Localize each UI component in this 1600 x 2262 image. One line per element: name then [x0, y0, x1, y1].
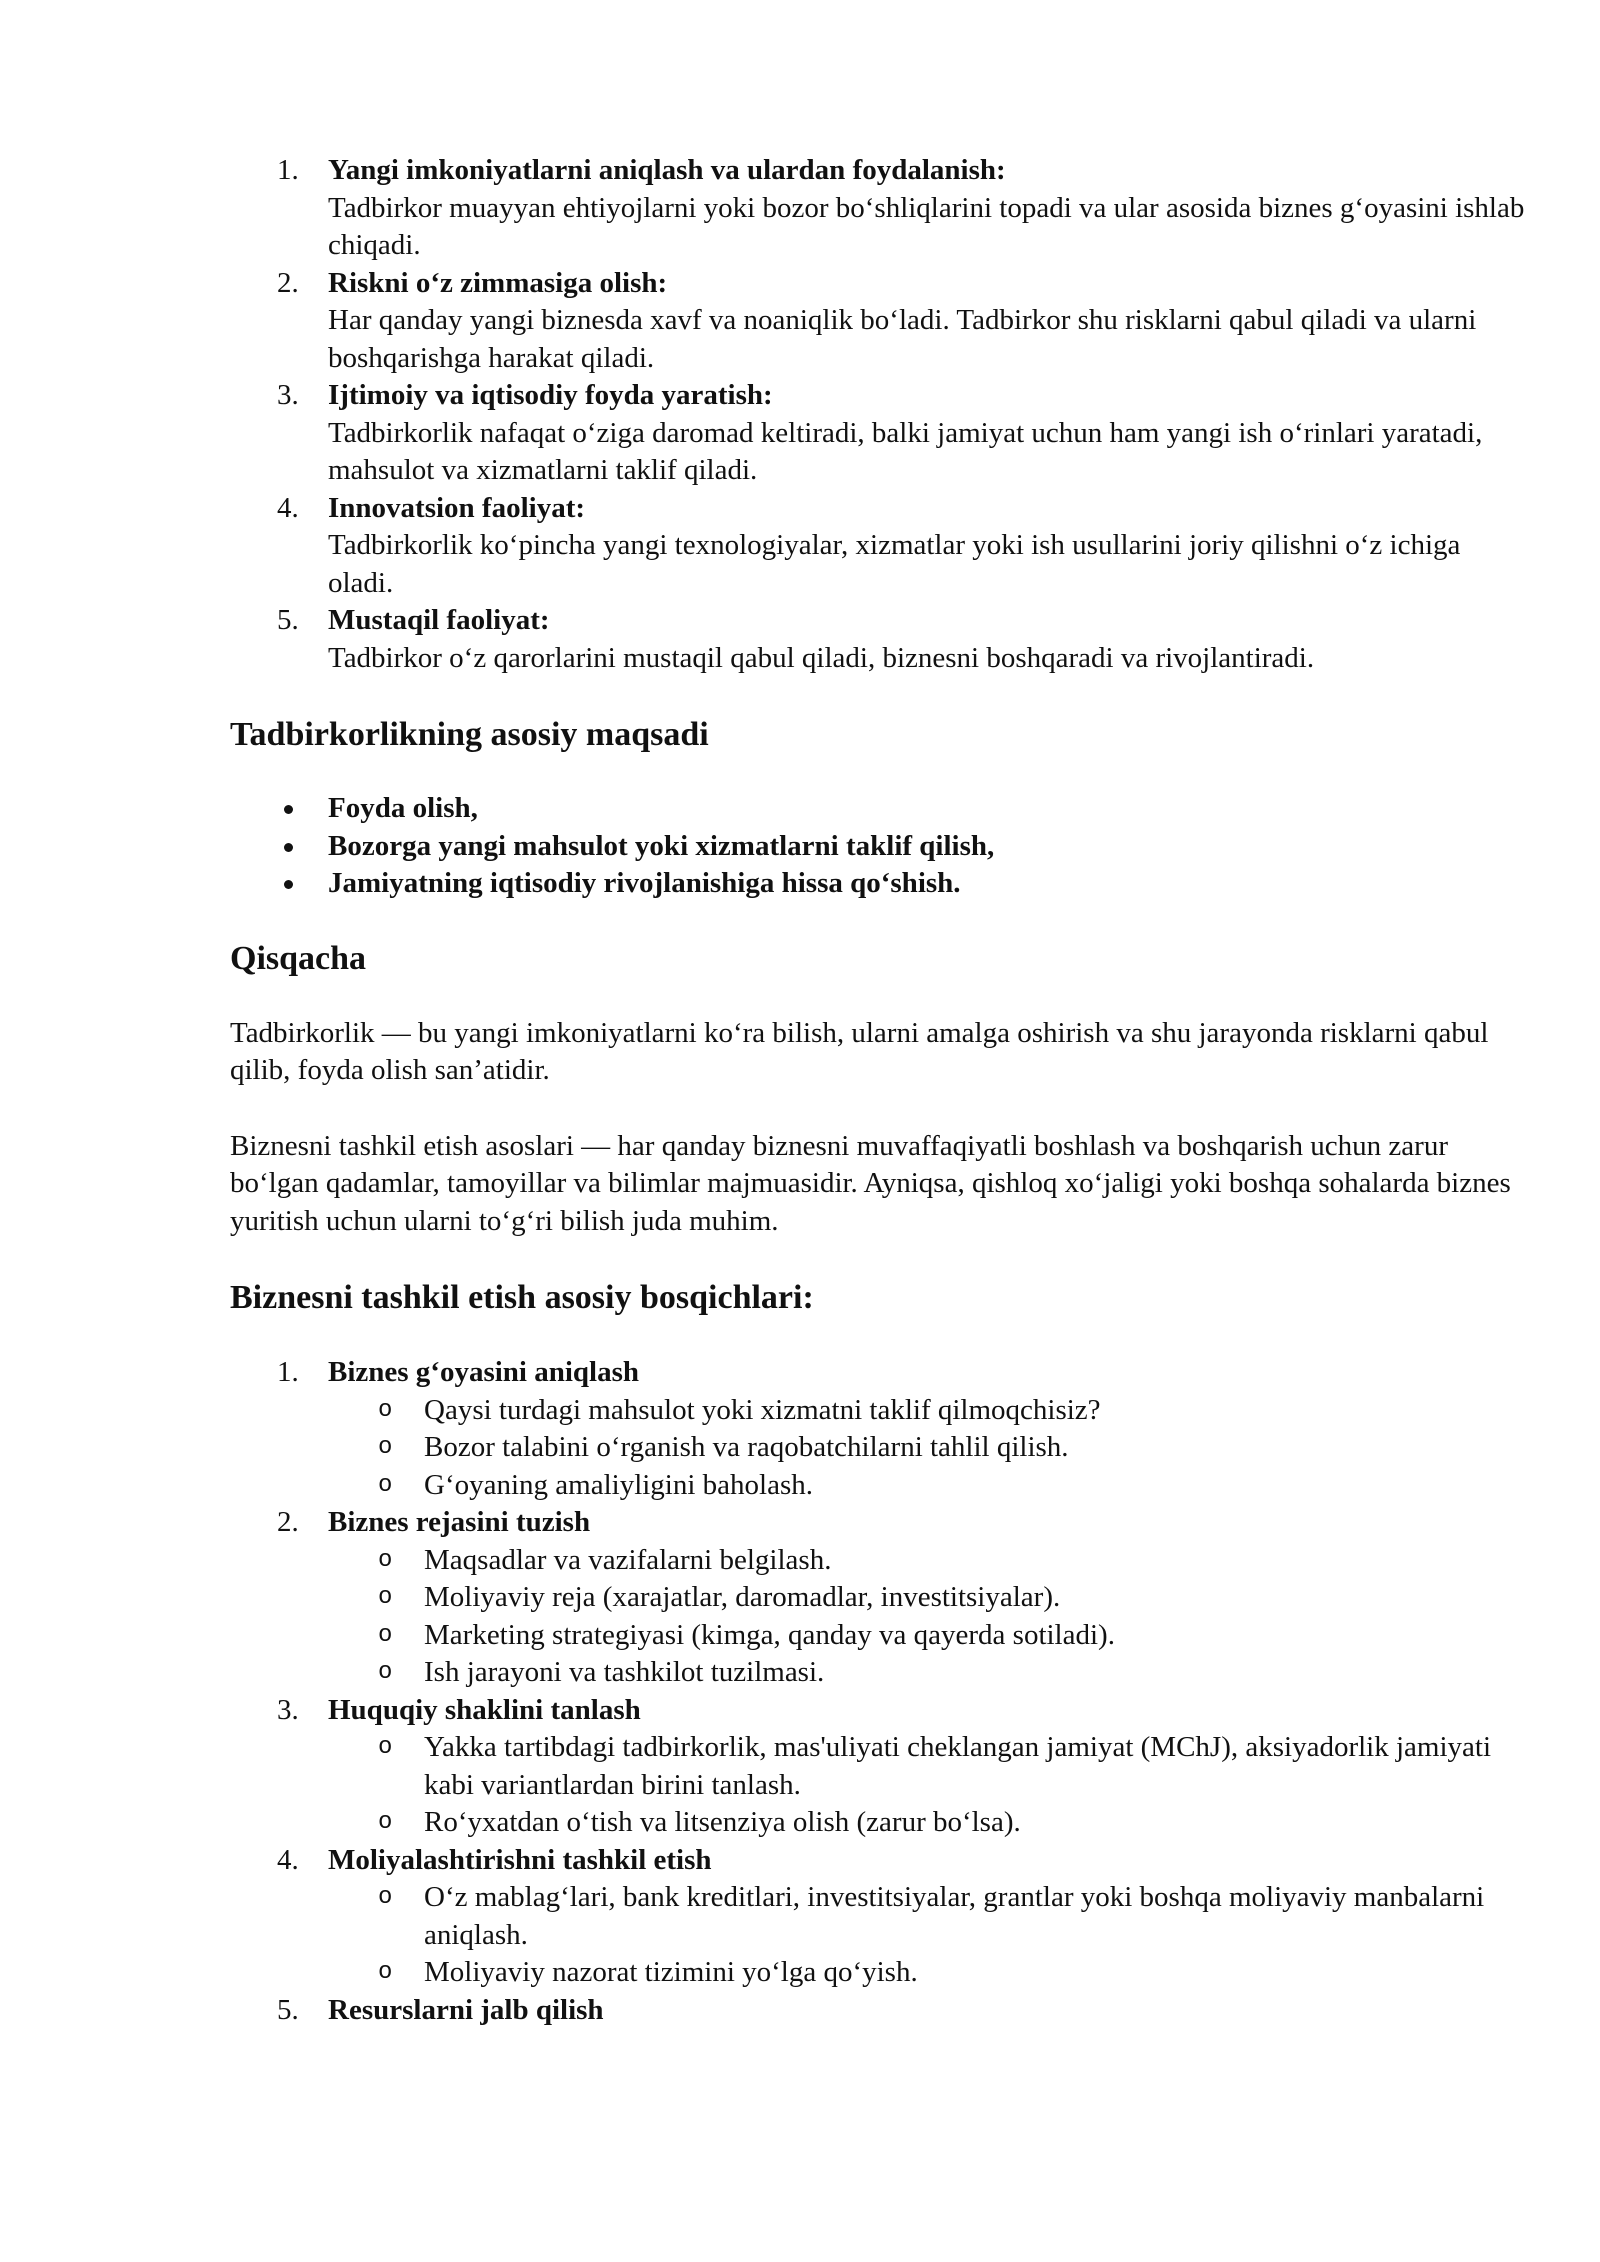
sub-item-text: Qaysi turdagi mahsulot yoki xizmatni taklif qilmoqchisiz? [424, 1393, 1101, 1426]
bullet-icon [284, 843, 293, 852]
sub-item-text: G‘oyaning amaliyligini baholash. [424, 1468, 814, 1501]
circle-bullet-icon: o [378, 1584, 393, 1611]
goals-heading: Tadbirkorlikning asosiy maqsadi [230, 716, 709, 753]
list-number: 1. [277, 1356, 299, 1388]
circle-bullet-icon: o [378, 1621, 393, 1649]
list-item [230, 602, 1530, 677]
list-number: 5. [277, 604, 299, 636]
circle-bullet-icon: o [378, 1959, 393, 1986]
item-title: Riskni o‘z zimmasiga olish: [328, 266, 668, 299]
sub-list-item [327, 1954, 1530, 1992]
bullet-text: Bozorga yangi mahsulot yoki xizmatlarni taklif qilish, [328, 829, 995, 862]
list-item [230, 1692, 1530, 1842]
sub-list-item [327, 1804, 1530, 1842]
sub-item-text: Bozor talabini o‘rganish va raqobatchilarni tahlil qilish. [424, 1431, 1069, 1463]
sub-list-item [327, 1617, 1530, 1655]
sub-list [328, 1392, 1530, 1505]
sub-list [328, 1542, 1530, 1692]
document-page [230, 152, 1530, 2029]
list-number: 4. [277, 1843, 299, 1876]
item-title: Resurslarni jalb qilish [328, 1993, 604, 2026]
list-item [230, 790, 1530, 828]
circle-bullet-icon: o [378, 1659, 393, 1686]
item-title: Biznes rejasini tuzish [328, 1506, 591, 1538]
circle-bullet-icon: o [378, 1809, 393, 1836]
item-title: Moliyalashtirishni tashkil etish [328, 1843, 712, 1876]
sub-list-item [327, 1654, 1530, 1692]
circle-bullet-icon: o [378, 1734, 393, 1761]
circle-bullet-icon: o [378, 1884, 393, 1911]
bullet-text: Jamiyatning iqtisodiy rivojlanishiga hissa qo‘shish. [328, 867, 961, 899]
sub-list-item [327, 1392, 1530, 1430]
list-number: 3. [277, 379, 299, 411]
sub-item-text: O‘z mablag‘lari, bank kreditlari, investitsiyalar, grantlar yoki boshqa moliyaviy manbalarni aniqlash. [424, 1881, 1485, 1951]
list-item [230, 265, 1530, 378]
sub-list-item [327, 1542, 1530, 1580]
list-item [230, 1992, 1530, 2030]
item-description: Tadbirkor o‘z qarorlarini mustaqil qabul qiladi, biznesni boshqaradi va rivojlantiradi. [328, 641, 1315, 674]
sub-item-text: Maqsadlar va vazifalarni belgilash. [424, 1543, 832, 1576]
sub-item-text: Ro‘yxatdan o‘tish va litsenziya olish (zarur bo‘lsa). [424, 1806, 1021, 1838]
list-item [230, 828, 1530, 866]
bullet-text: Foyda olish, [328, 792, 478, 824]
item-title: Innovatsion faoliyat: [328, 491, 586, 524]
list-number: 2. [277, 266, 299, 299]
bullet-icon [284, 880, 293, 889]
circle-bullet-icon: o [378, 1471, 393, 1499]
stages-heading: Biznesni tashkil etish asosiy bosqichlari: [230, 1279, 814, 1316]
list-item [230, 490, 1530, 603]
summary-paragraph: Biznesni tashkil etish asoslari — har qanday biznesni muvaffaqiyatli boshlash va boshqarish uchun zarur bo‘lgan qadamlar, tamoyillar va bilimlar majmuasidir. Ayniqsa, qishloq xo‘jaligi yoki boshqa sohalarda biznes yuritish uchun ularni to‘g‘ri bilish juda muhim. [230, 1129, 1511, 1237]
list-item [230, 377, 1530, 490]
item-description: Tadbirkorlik ko‘pincha yangi texnologiyalar, xizmatlar yoki ish usullarini joriy qilishni o‘z ichiga oladi. [328, 529, 1461, 599]
sub-list [328, 1729, 1530, 1842]
list-item [230, 1504, 1530, 1692]
item-description: Tadbirkorlik nafaqat o‘ziga daromad keltiradi, balki jamiyat uchun ham yangi ish o‘rinlari yaratadi, mahsulot va xizmatlarni taklif qiladi. [328, 416, 1483, 486]
list-item [230, 1354, 1530, 1504]
list-item [230, 865, 1530, 903]
item-title: Biznes g‘oyasini aniqlash [328, 1356, 640, 1388]
bullet-icon [284, 805, 293, 814]
sub-item-text: Moliyaviy nazorat tizimini yo‘lga qo‘yish. [424, 1956, 918, 1988]
sub-list [328, 1879, 1530, 1992]
item-description: Har qanday yangi biznesda xavf va noaniqlik bo‘ladi. Tadbirkor shu risklarni qabul qiladi va ularni boshqarishga harakat qiladi. [328, 304, 1477, 374]
sub-item-text: Marketing strategiyasi (kimga, qanday va qayerda sotiladi). [424, 1618, 1115, 1651]
sub-list-item [327, 1429, 1530, 1467]
list-number: 3. [277, 1693, 299, 1726]
sub-list-item [327, 1879, 1530, 1954]
item-title: Ijtimoiy va iqtisodiy foyda yaratish: [328, 379, 773, 411]
circle-bullet-icon: o [378, 1434, 393, 1461]
list-number: 1. [277, 154, 299, 186]
item-title: Mustaqil faoliyat: [328, 604, 550, 636]
circle-bullet-icon: o [378, 1396, 393, 1424]
sub-list-item [327, 1729, 1530, 1804]
item-title: Yangi imkoniyatlarni aniqlash va ulardan foydalanish: [328, 154, 1006, 186]
item-description: Tadbirkor muayyan ehtiyojlarni yoki bozor bo‘shliqlarini topadi va ular asosida biznes g‘oyasini ishlab chiqadi. [328, 191, 1525, 261]
features-list [230, 152, 1530, 677]
sub-list-item [327, 1579, 1530, 1617]
stages-list [230, 1354, 1530, 2029]
sub-item-text: Yakka tartibdagi tadbirkorlik, mas'uliyati cheklangan jamiyat (MChJ), aksiyadorlik jamiyati kabi variantlardan birini tanlash. [424, 1731, 1491, 1801]
sub-list-item [327, 1467, 1530, 1505]
summary-heading: Qisqacha [230, 939, 367, 977]
summary-paragraph: Tadbirkorlik — bu yangi imkoniyatlarni ko‘ra bilish, ularni amalga oshirish va shu jarayonda risklarni qabul qilib, foyda olish san’atidir. [230, 1016, 1489, 1086]
list-number: 4. [277, 491, 299, 524]
list-item [230, 152, 1530, 265]
list-number: 5. [277, 1993, 299, 2026]
circle-bullet-icon: o [378, 1546, 393, 1574]
goals-list [230, 790, 1530, 903]
list-number: 2. [277, 1506, 299, 1538]
item-title: Huquqiy shaklini tanlash [328, 1693, 641, 1726]
list-item [230, 1842, 1530, 1992]
sub-item-text: Ish jarayoni va tashkilot tuzilmasi. [424, 1656, 825, 1688]
sub-item-text: Moliyaviy reja (xarajatlar, daromadlar, investitsiyalar). [424, 1581, 1061, 1613]
